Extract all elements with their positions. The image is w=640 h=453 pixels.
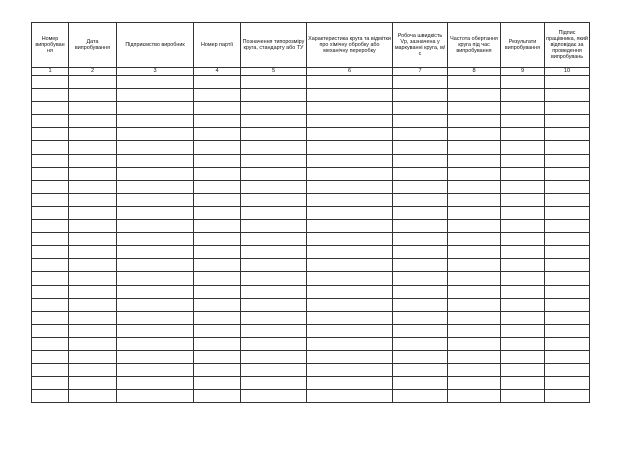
table-row — [32, 180, 590, 193]
table-cell — [448, 128, 501, 141]
table-cell — [69, 206, 117, 219]
table-cell — [32, 311, 69, 324]
table-cell — [194, 298, 241, 311]
table-row — [32, 141, 590, 154]
table-cell — [117, 102, 194, 115]
header-row — [32, 23, 590, 68]
table-cell — [501, 193, 545, 206]
table-cell — [32, 298, 69, 311]
table-cell — [448, 246, 501, 259]
table-cell — [545, 233, 590, 246]
table-row — [32, 377, 590, 390]
table-cell — [117, 390, 194, 403]
table-row — [32, 128, 590, 141]
table-cell — [32, 272, 69, 285]
table-cell — [307, 246, 393, 259]
table-cell — [448, 141, 501, 154]
table-cell — [393, 337, 448, 350]
column-number: 10 — [545, 68, 590, 76]
table-cell — [32, 285, 69, 298]
table-cell — [241, 193, 307, 206]
table-cell — [393, 180, 448, 193]
table-cell — [194, 272, 241, 285]
table-cell — [69, 377, 117, 390]
table-cell — [117, 377, 194, 390]
table-cell — [194, 89, 241, 102]
table-cell — [545, 220, 590, 233]
table-cell — [69, 246, 117, 259]
table-cell — [117, 285, 194, 298]
table-cell — [393, 324, 448, 337]
table-cell — [117, 220, 194, 233]
table-row — [32, 285, 590, 298]
table-cell — [393, 259, 448, 272]
table-cell — [393, 350, 448, 363]
table-cell — [501, 76, 545, 89]
table-cell — [501, 167, 545, 180]
table-cell — [545, 180, 590, 193]
table-row — [32, 298, 590, 311]
header-test-results: Результати випробування — [501, 23, 545, 68]
table-cell — [448, 76, 501, 89]
table-cell — [307, 76, 393, 89]
table-cell — [117, 272, 194, 285]
table-row — [32, 324, 590, 337]
table-cell — [194, 167, 241, 180]
table-cell — [69, 350, 117, 363]
table-cell — [117, 206, 194, 219]
table-cell — [501, 128, 545, 141]
table-cell — [545, 76, 590, 89]
table-cell — [241, 390, 307, 403]
table-cell — [241, 324, 307, 337]
table-cell — [32, 337, 69, 350]
header-test-number: Номер випробуван ня — [32, 23, 69, 68]
table-cell — [194, 193, 241, 206]
table-cell — [241, 259, 307, 272]
header-manufacturer: Підприємство виробник — [117, 23, 194, 68]
table-cell — [501, 259, 545, 272]
table-cell — [32, 246, 69, 259]
table-cell — [117, 115, 194, 128]
column-number: 2 — [69, 68, 117, 76]
table-cell — [194, 76, 241, 89]
table-cell — [117, 141, 194, 154]
table-cell — [117, 337, 194, 350]
table-cell — [69, 128, 117, 141]
table-cell — [448, 324, 501, 337]
table-cell — [32, 89, 69, 102]
table-cell — [393, 220, 448, 233]
table-cell — [69, 337, 117, 350]
table-cell — [307, 311, 393, 324]
table-cell — [117, 364, 194, 377]
table-cell — [448, 220, 501, 233]
table-cell — [545, 272, 590, 285]
table-cell — [545, 390, 590, 403]
table-cell — [194, 337, 241, 350]
table-cell — [501, 102, 545, 115]
table-cell — [448, 115, 501, 128]
table-cell — [194, 206, 241, 219]
table-cell — [307, 259, 393, 272]
table-cell — [448, 285, 501, 298]
table-row — [32, 76, 590, 89]
table-cell — [545, 115, 590, 128]
table-cell — [393, 167, 448, 180]
table-row — [32, 272, 590, 285]
table-cell — [117, 89, 194, 102]
table-cell — [69, 141, 117, 154]
table-cell — [117, 233, 194, 246]
column-number: 3 — [117, 68, 194, 76]
table-cell — [501, 377, 545, 390]
table-row — [32, 259, 590, 272]
table-cell — [307, 180, 393, 193]
column-number: 1 — [32, 68, 69, 76]
table-cell — [545, 167, 590, 180]
table-cell — [69, 76, 117, 89]
table-cell — [501, 364, 545, 377]
table-cell — [194, 377, 241, 390]
table-cell — [241, 233, 307, 246]
table-cell — [501, 233, 545, 246]
header-wheel-characteristics: Характеристика круга та відмітки про хімічну обробку або механічну переробку — [307, 23, 393, 68]
table-cell — [501, 337, 545, 350]
table-cell — [393, 128, 448, 141]
table-cell — [32, 141, 69, 154]
table-cell — [32, 167, 69, 180]
table-cell — [194, 128, 241, 141]
table-cell — [393, 390, 448, 403]
table-row — [32, 350, 590, 363]
column-number: 9 — [501, 68, 545, 76]
table-cell — [32, 193, 69, 206]
table-cell — [32, 115, 69, 128]
table-cell — [117, 246, 194, 259]
table-cell — [307, 324, 393, 337]
table-cell — [241, 272, 307, 285]
table-cell — [393, 311, 448, 324]
table-cell — [501, 206, 545, 219]
table-cell — [307, 233, 393, 246]
table-cell — [448, 377, 501, 390]
table-cell — [545, 324, 590, 337]
table-cell — [32, 128, 69, 141]
table-cell — [194, 102, 241, 115]
table-cell — [69, 311, 117, 324]
column-number: 8 — [448, 68, 501, 76]
table-cell — [448, 180, 501, 193]
table-cell — [307, 272, 393, 285]
table-cell — [69, 324, 117, 337]
table-cell — [501, 390, 545, 403]
table-cell — [545, 102, 590, 115]
table-cell — [448, 350, 501, 363]
header-rotation-frequency: Частота обертання круга під час випробування — [448, 23, 501, 68]
column-number: 4 — [194, 68, 241, 76]
table-cell — [241, 128, 307, 141]
table-cell — [448, 272, 501, 285]
table-cell — [117, 167, 194, 180]
table-cell — [32, 350, 69, 363]
table-cell — [545, 377, 590, 390]
table-cell — [117, 128, 194, 141]
table-cell — [448, 233, 501, 246]
table-cell — [545, 350, 590, 363]
table-cell — [307, 141, 393, 154]
table-cell — [241, 364, 307, 377]
table-row — [32, 167, 590, 180]
table-row — [32, 193, 590, 206]
table-cell — [32, 259, 69, 272]
table-cell — [241, 246, 307, 259]
table-cell — [32, 76, 69, 89]
table-cell — [307, 128, 393, 141]
table-cell — [194, 390, 241, 403]
table-cell — [69, 233, 117, 246]
table-cell — [501, 272, 545, 285]
table-cell — [32, 324, 69, 337]
table-row — [32, 246, 590, 259]
table-cell — [393, 193, 448, 206]
table-cell — [117, 324, 194, 337]
table-cell — [241, 350, 307, 363]
table-cell — [117, 311, 194, 324]
table-cell — [117, 350, 194, 363]
table-cell — [545, 89, 590, 102]
table-cell — [448, 167, 501, 180]
table-cell — [194, 115, 241, 128]
table-cell — [241, 141, 307, 154]
table-cell — [393, 298, 448, 311]
table-row — [32, 206, 590, 219]
table-cell — [117, 154, 194, 167]
table-cell — [241, 115, 307, 128]
column-number-row — [32, 68, 590, 76]
header-working-speed: Робоча швидкість Vр, зазначена у маркуванні круга, м/с — [393, 23, 448, 68]
table-cell — [501, 141, 545, 154]
table-row — [32, 233, 590, 246]
table-cell — [241, 102, 307, 115]
table-cell — [501, 115, 545, 128]
table-cell — [69, 193, 117, 206]
table-cell — [241, 76, 307, 89]
table-cell — [194, 364, 241, 377]
table-cell — [545, 337, 590, 350]
table-cell — [307, 154, 393, 167]
table-cell — [501, 298, 545, 311]
table-cell — [307, 115, 393, 128]
table-cell — [448, 259, 501, 272]
table-cell — [545, 154, 590, 167]
table-cell — [307, 220, 393, 233]
table-row — [32, 337, 590, 350]
table-cell — [69, 285, 117, 298]
table-cell — [194, 141, 241, 154]
table-cell — [501, 180, 545, 193]
table-row — [32, 311, 590, 324]
table-cell — [32, 180, 69, 193]
table-cell — [448, 206, 501, 219]
table-cell — [69, 154, 117, 167]
table-cell — [501, 350, 545, 363]
table-cell — [307, 102, 393, 115]
column-number: 5 — [241, 68, 307, 76]
table-cell — [307, 350, 393, 363]
table-cell — [32, 220, 69, 233]
table-cell — [241, 377, 307, 390]
table-cell — [69, 298, 117, 311]
table-cell — [241, 89, 307, 102]
table-cell — [393, 285, 448, 298]
table-cell — [194, 233, 241, 246]
table-cell — [393, 102, 448, 115]
table-cell — [545, 246, 590, 259]
table-row — [32, 102, 590, 115]
test-journal-sheet — [31, 22, 589, 403]
table-cell — [545, 128, 590, 141]
table-cell — [32, 206, 69, 219]
table-cell — [194, 259, 241, 272]
header-batch-number: Номер партії — [194, 23, 241, 68]
table-cell — [501, 89, 545, 102]
table-cell — [241, 337, 307, 350]
table-cell — [393, 154, 448, 167]
table-cell — [117, 298, 194, 311]
table-cell — [194, 246, 241, 259]
table-cell — [393, 89, 448, 102]
table-cell — [545, 364, 590, 377]
table-cell — [545, 259, 590, 272]
table-cell — [307, 89, 393, 102]
table-cell — [393, 272, 448, 285]
table-cell — [448, 364, 501, 377]
table-cell — [194, 311, 241, 324]
table-cell — [69, 167, 117, 180]
table-cell — [393, 115, 448, 128]
table-cell — [194, 285, 241, 298]
table-cell — [194, 324, 241, 337]
table-cell — [307, 193, 393, 206]
table-cell — [194, 154, 241, 167]
table-cell — [448, 154, 501, 167]
table-cell — [545, 311, 590, 324]
table-cell — [307, 285, 393, 298]
table-cell — [32, 377, 69, 390]
table-cell — [69, 272, 117, 285]
table-cell — [393, 364, 448, 377]
table-cell — [448, 298, 501, 311]
table-cell — [545, 193, 590, 206]
table-cell — [307, 337, 393, 350]
table-cell — [393, 377, 448, 390]
table-cell — [69, 220, 117, 233]
table-row — [32, 89, 590, 102]
table-cell — [393, 206, 448, 219]
table-cell — [501, 311, 545, 324]
table-cell — [69, 102, 117, 115]
table-cell — [501, 220, 545, 233]
table-cell — [545, 206, 590, 219]
table-cell — [545, 298, 590, 311]
table-cell — [69, 390, 117, 403]
table-cell — [393, 141, 448, 154]
table-cell — [241, 298, 307, 311]
table-cell — [69, 115, 117, 128]
header-responsible-signature: Підпис працівника, який відповідає за проведення випробувань — [545, 23, 590, 68]
table-cell — [32, 154, 69, 167]
table-cell — [194, 180, 241, 193]
table-cell — [117, 193, 194, 206]
table-row — [32, 115, 590, 128]
table-cell — [448, 390, 501, 403]
header-test-date: Дата випробування — [69, 23, 117, 68]
table-row — [32, 390, 590, 403]
table-cell — [69, 259, 117, 272]
table-cell — [69, 364, 117, 377]
table-cell — [393, 233, 448, 246]
table-cell — [448, 89, 501, 102]
test-journal-table — [31, 22, 590, 403]
table-cell — [241, 154, 307, 167]
table-cell — [448, 193, 501, 206]
table-cell — [393, 76, 448, 89]
table-cell — [32, 233, 69, 246]
table-cell — [545, 141, 590, 154]
table-cell — [545, 285, 590, 298]
table-cell — [307, 167, 393, 180]
table-row — [32, 364, 590, 377]
table-cell — [32, 390, 69, 403]
table-cell — [241, 311, 307, 324]
table-row — [32, 154, 590, 167]
table-cell — [241, 285, 307, 298]
table-cell — [69, 89, 117, 102]
table-cell — [448, 311, 501, 324]
table-cell — [241, 180, 307, 193]
table-cell — [307, 206, 393, 219]
column-number: 6 — [307, 68, 393, 76]
table-cell — [448, 337, 501, 350]
table-row — [32, 220, 590, 233]
table-cell — [501, 246, 545, 259]
table-cell — [241, 206, 307, 219]
table-cell — [307, 390, 393, 403]
table-cell — [117, 259, 194, 272]
column-number: 7 — [393, 68, 448, 76]
table-cell — [32, 102, 69, 115]
table-cell — [241, 220, 307, 233]
table-cell — [117, 180, 194, 193]
table-cell — [448, 102, 501, 115]
table-cell — [501, 285, 545, 298]
table-cell — [307, 298, 393, 311]
table-cell — [69, 180, 117, 193]
table-cell — [241, 167, 307, 180]
table-cell — [194, 220, 241, 233]
table-cell — [393, 246, 448, 259]
table-cell — [117, 76, 194, 89]
table-cell — [501, 324, 545, 337]
table-cell — [194, 350, 241, 363]
header-wheel-designation: Позначення типорозміру круга, стандарту або ТУ — [241, 23, 307, 68]
table-cell — [307, 364, 393, 377]
table-cell — [501, 154, 545, 167]
table-cell — [307, 377, 393, 390]
table-cell — [32, 364, 69, 377]
